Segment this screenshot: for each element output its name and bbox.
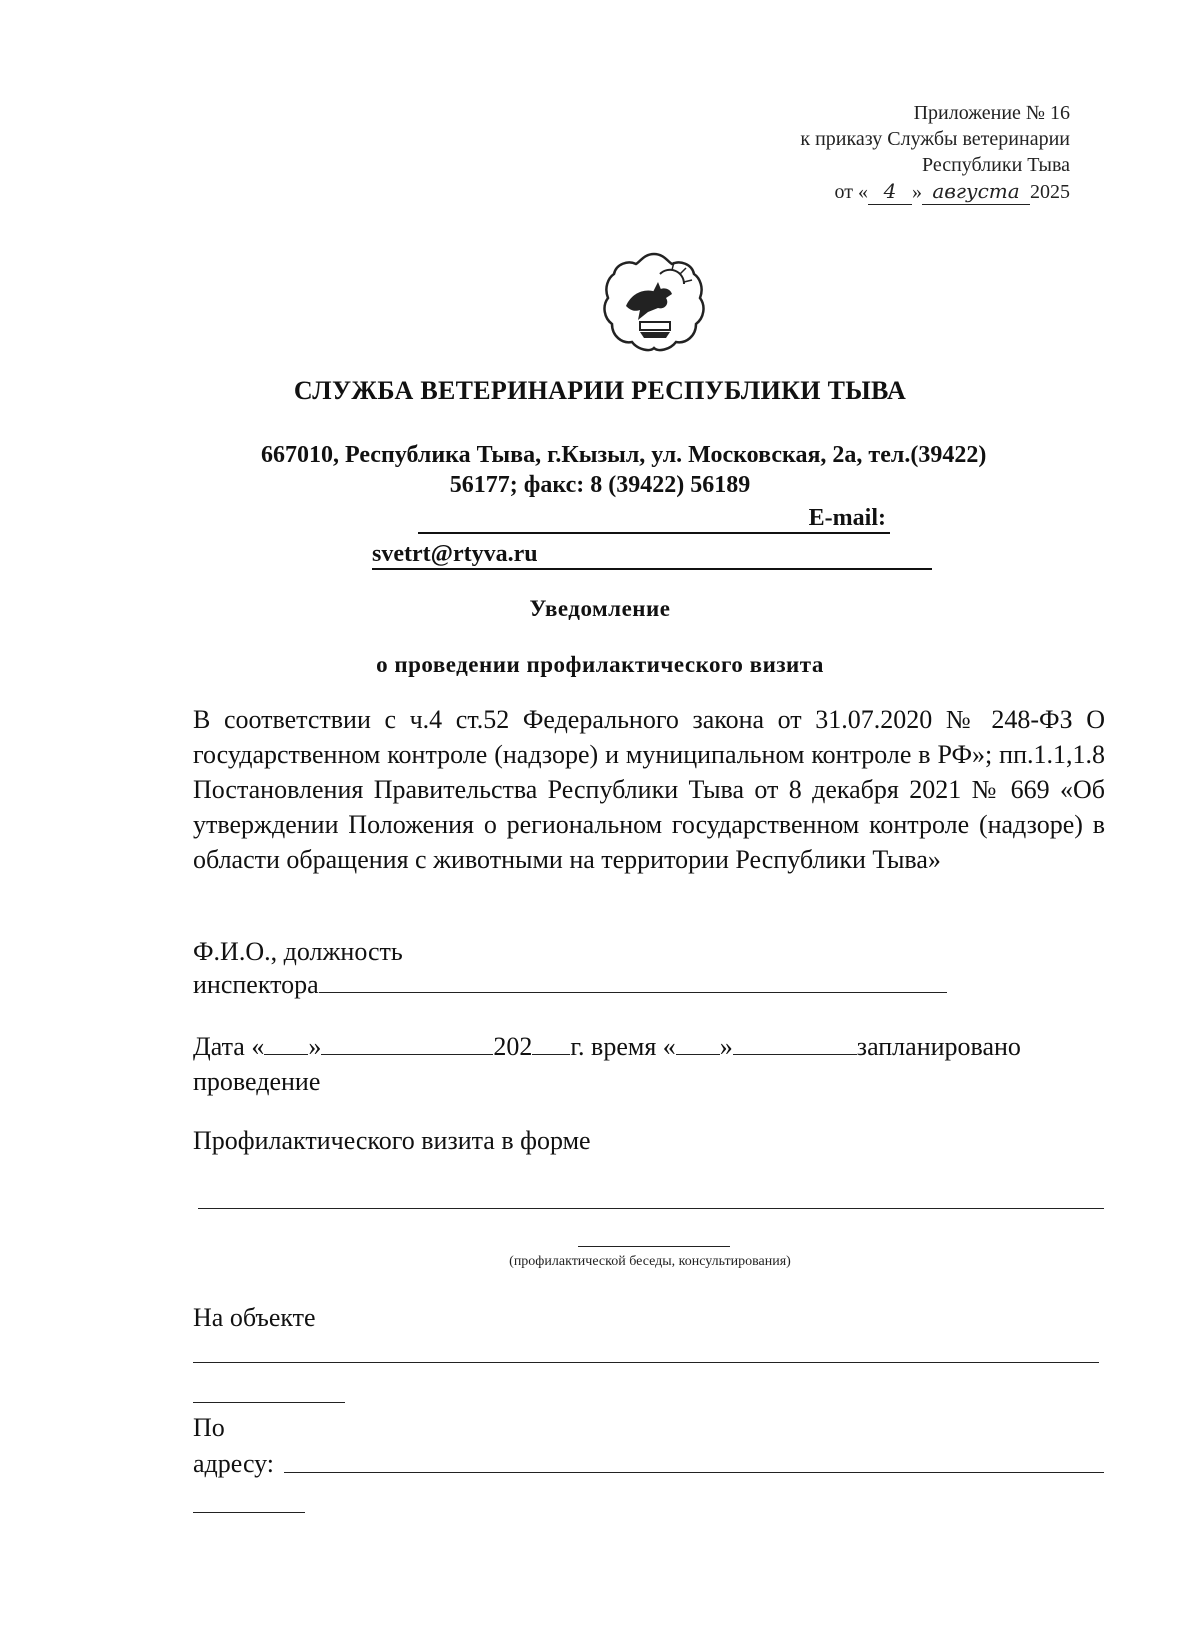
date-time-row (193, 1030, 1123, 1063)
minute-field[interactable] (733, 1030, 857, 1055)
tuva-coat-of-arms-icon (600, 248, 708, 356)
hour-field[interactable] (676, 1030, 720, 1055)
visit-form-field[interactable] (198, 1208, 1104, 1209)
object-label: На объекте (193, 1303, 316, 1332)
appendix-year: 2025 (1030, 181, 1070, 203)
time-close: » (719, 1032, 733, 1061)
date-label: Дата « (193, 1032, 265, 1061)
handwritten-day: 4 (868, 178, 912, 205)
planned-text: запланировано (856, 1032, 1021, 1061)
appendix-number: Приложение № 16 (913, 102, 1070, 124)
legal-basis-paragraph: В соответствии с ч.4 ст.52 Федерального закона от 31.07.2020 № 248-ФЗ О государственном контроле (надзоре) и муниципальном контроле в РФ»; пп.1.1,1.8 Постановления Правительства Республики Тыва от 8 декабря 2021 № 669 «Об утверждении Положения о региональном государственном контроле (надзоре) в области обращения с животными на территории Республики Тыва» (193, 705, 1105, 874)
address-line-2: 56177; факс: 8 (39422) 56189 (449, 472, 751, 498)
object-field-line-2[interactable] (193, 1402, 345, 1403)
inspector-field[interactable] (319, 968, 947, 993)
year-prefix: 202 (493, 1032, 533, 1061)
day-field[interactable] (264, 1030, 308, 1055)
address-field-line-2[interactable] (193, 1512, 305, 1513)
date-prefix: от « (834, 181, 868, 203)
address-field-line-1[interactable] (284, 1472, 1104, 1473)
email-label: E-mail: (808, 505, 886, 531)
inspector-label: Ф.И.О., должность (193, 937, 403, 966)
caption-divider (578, 1246, 730, 1247)
appendix-header (650, 100, 1070, 205)
month-field[interactable] (321, 1030, 493, 1055)
email-address: svetrt@rtyva.ru (372, 541, 538, 567)
date-quote-close: » (912, 181, 922, 203)
organization-title: СЛУЖБА ВЕТЕРИНАРИИ РЕСПУБЛИКИ ТЫВА (293, 376, 907, 405)
address-label-1: По (193, 1413, 225, 1442)
address-row (193, 1448, 274, 1480)
notice-subtitle: о проведении профилактического визита (376, 652, 824, 677)
appendix-order-ref: к приказу Службы ветеринарии (800, 128, 1070, 150)
visit-form-label: Профилактического визита в форме (193, 1126, 591, 1155)
visit-form-caption: (профилактической беседы, консультирования) (509, 1254, 791, 1269)
year-field[interactable] (532, 1030, 570, 1055)
time-label: г. время « (570, 1032, 676, 1061)
conduct-text: проведение (193, 1067, 321, 1096)
object-field-line-1[interactable] (193, 1362, 1099, 1363)
inspector-row (193, 968, 947, 1001)
email-row (372, 540, 932, 570)
address-line-1: 667010, Республика Тыва, г.Кызыл, ул. Московская, 2а, тел.(39422) (261, 442, 987, 468)
appendix-org: Республики Тыва (921, 154, 1070, 176)
address-label-2: адресу: (193, 1449, 275, 1478)
handwritten-month: августа (922, 178, 1030, 205)
date-close: » (308, 1032, 322, 1061)
email-label-row (418, 504, 890, 534)
notice-title: Уведомление (529, 596, 671, 621)
inspector-label-2: инспектора (193, 970, 319, 999)
appendix-date (650, 178, 1070, 205)
